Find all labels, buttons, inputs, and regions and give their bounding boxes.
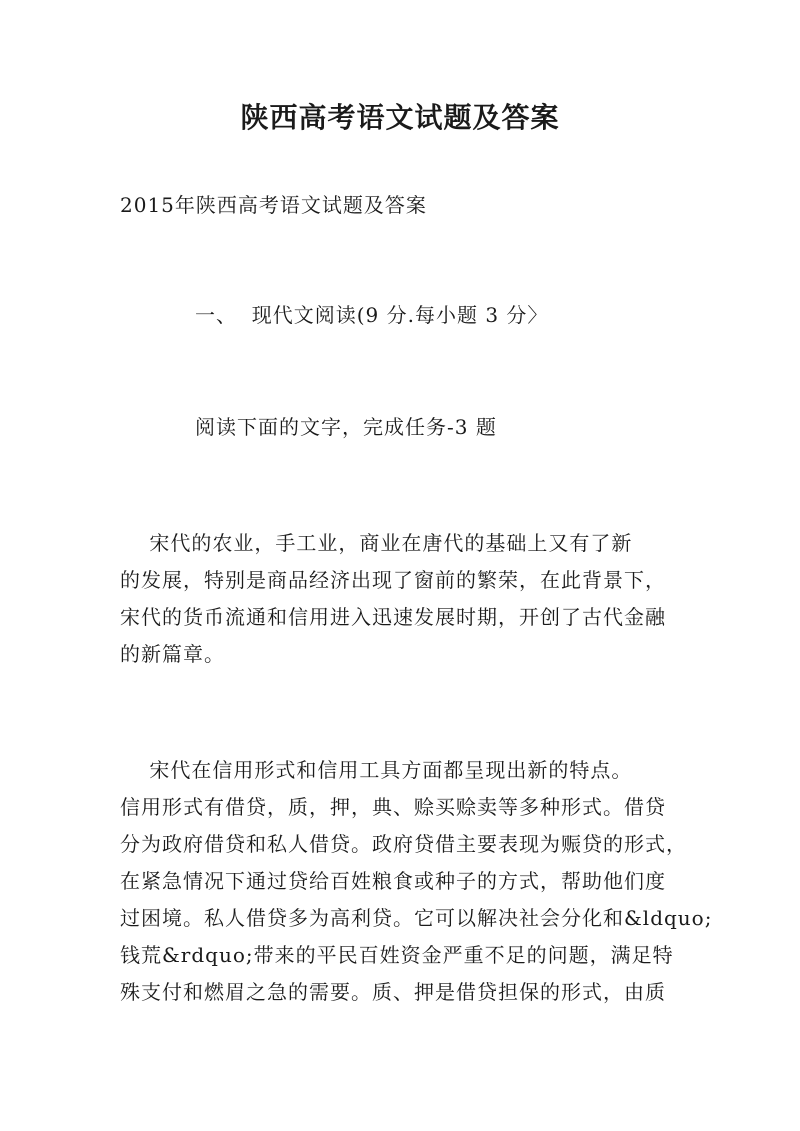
paragraph-line: 过困境。私人借贷多为高利贷。它可以解决社会分化和&ldquo;	[120, 906, 713, 930]
section-heading: 一、 现代文阅读(9 分.每小题 3 分〉	[195, 303, 549, 327]
paragraph-line: 宋代的货币流通和信用进入迅速发展时期，开创了古代金融	[120, 605, 666, 629]
document-subtitle: 2015年陕西高考语文试题及答案	[120, 193, 427, 217]
paragraph-line: 在紧急情况下通过贷给百姓粮食或种子的方式，帮助他们度	[120, 869, 666, 893]
reading-instruction: 阅读下面的文字，完成任务-3 题	[195, 415, 497, 439]
paragraph-line: 分为政府借贷和私人借贷。政府贷借主要表现为赈贷的形式，	[120, 832, 687, 856]
paragraph-line: 信用形式有借贷，质，押，典、赊买赊卖等多种形式。借贷	[120, 795, 666, 819]
paragraph-line: 宋代在信用形式和信用工具方面都呈现出新的特点。	[120, 758, 633, 782]
paragraph-line: 的新篇章。	[120, 642, 225, 666]
paragraph-1	[120, 525, 700, 673]
paragraph-line: 殊支付和燃眉之急的需要。质、押是借贷担保的形式，由质	[120, 980, 666, 1004]
paragraph-line: 的发展，特别是商品经济出现了窗前的繁荣，在此背景下，	[120, 568, 666, 592]
paragraph-line: 钱荒&rdquo;带来的平民百姓资金严重不足的问题，满足特	[120, 943, 674, 967]
paragraph-line: 宋代的农业，手工业，商业在唐代的基础上又有了新	[120, 531, 633, 555]
document-title: 陕西高考语文试题及答案	[240, 101, 560, 134]
paragraph-2	[120, 752, 713, 1011]
